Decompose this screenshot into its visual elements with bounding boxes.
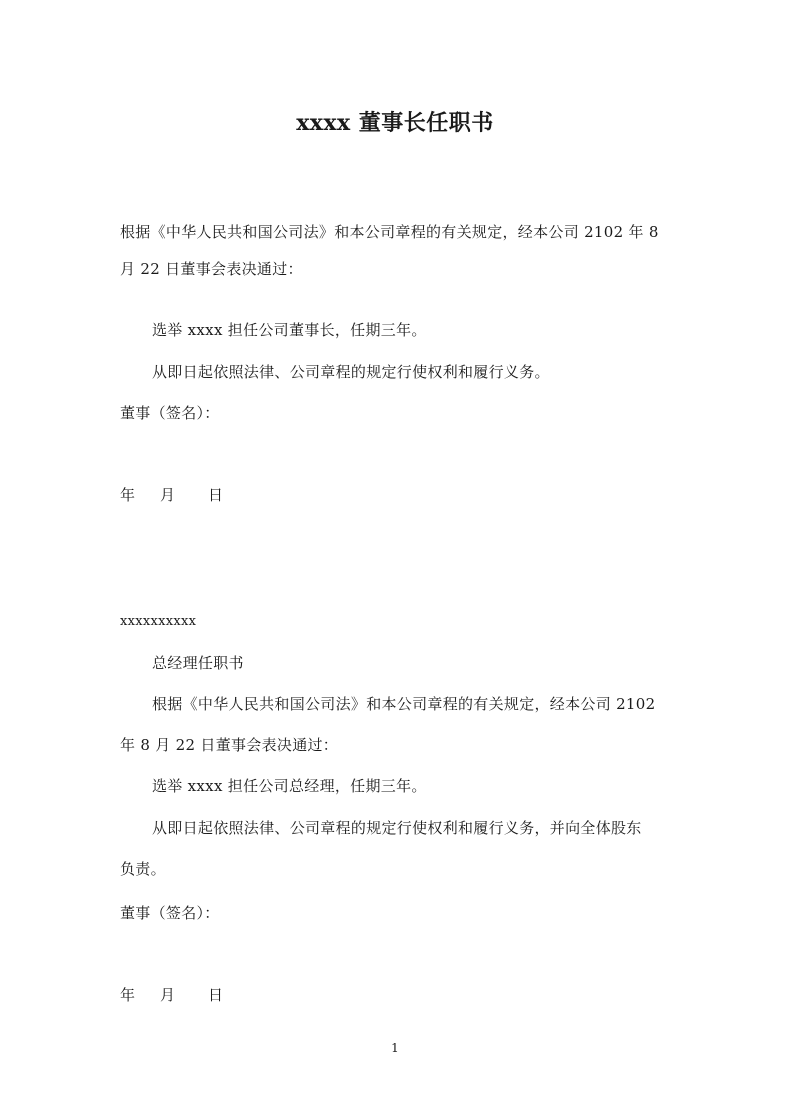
page-number: 1 (391, 1041, 399, 1055)
s1-appointment: 选举 xxxx 担任公司董事长，任期三年。 (152, 321, 427, 339)
s2-date-row (0, 985, 790, 1005)
s1-duty: 从即日起依照法律、公司章程的规定行使权利和履行义务。 (152, 363, 550, 381)
s1-date-day: 日 (208, 486, 224, 504)
s2-signature-label: 董事（签名）： (120, 904, 220, 922)
s1-date-row (0, 485, 790, 505)
s1-intro-line2: 月 22 日董事会表决通过： (120, 260, 303, 278)
s2-appointment: 选举 xxxx 担任公司总经理，任期三年。 (152, 777, 427, 795)
s1-date-year: 年 (120, 486, 136, 504)
s2-date-month: 月 (160, 986, 176, 1004)
s2-intro-line1: 根据《中华人民共和国公司法》和本公司章程的有关规定，经本公司 2102 (152, 695, 656, 713)
s2-duty-line1: 从即日起依照法律、公司章程的规定行使权利和履行义务，并向全体股东 (152, 819, 642, 837)
s2-date-day: 日 (208, 986, 224, 1004)
s1-signature-label: 董事（签名）： (120, 404, 220, 422)
document-title: xxxx 董事长任职书 (296, 110, 494, 136)
s2-date-year: 年 (120, 986, 136, 1004)
s2-duty-line2: 负责。 (120, 860, 166, 878)
s1-date-month: 月 (160, 486, 176, 504)
s2-heading: 总经理任职书 (152, 654, 244, 672)
s2-intro-line2: 年 8 月 22 日董事会表决通过： (120, 736, 339, 754)
s1-intro-line1: 根据《中华人民共和国公司法》和本公司章程的有关规定，经本公司 2102 年 8 (120, 223, 659, 241)
s2-company: xxxxxxxxxx (120, 614, 197, 629)
